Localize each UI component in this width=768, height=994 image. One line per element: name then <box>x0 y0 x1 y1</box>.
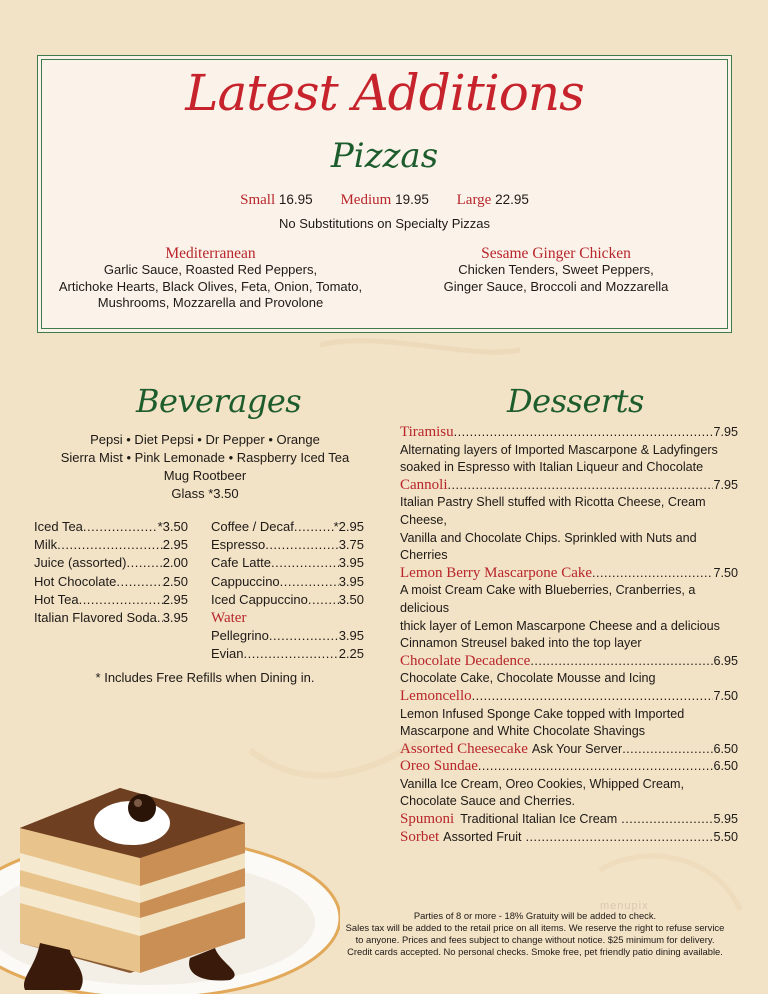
dessert-desc-line: Lemon Infused Sponge Cake topped with Imported <box>400 706 685 721</box>
dessert-cheesecake: Assorted Cheesecake Ask Your Server ..... 6.50 <box>400 741 738 759</box>
pizza-sesame-ginger-chicken <box>398 245 714 295</box>
pizza-desc-line: Ginger Sauce, Broccoli and Mozzarella <box>443 278 669 294</box>
menu-item: Italian Flavored Soda ..... 3.95 <box>34 609 188 627</box>
dessert-desc-line: Vanilla Ice Cream, Oreo Cookies, Whipped Cream, <box>400 776 684 791</box>
dessert-lemoncello: Lemoncello ..... 7.50 Lemon Infused Sponge Cake topped with Imported Mascarpone and White Chocolate Shavings <box>400 688 738 741</box>
pizza-desc-line: Artichoke Hearts, Black Olives, Feta, Onion, Tomato, <box>58 278 363 294</box>
tiramisu-image <box>0 768 340 994</box>
beverages-heading: Beverages <box>136 382 302 420</box>
pizza-name: Mediterranean <box>165 245 256 262</box>
pizza-mediterranean <box>38 245 383 312</box>
dessert-desc-line: Mascarpone and White Chocolate Shavings <box>400 724 646 739</box>
footer-line: to anyone. Prices and fees subject to change without notice. $25 minimum for delivery. <box>355 934 715 945</box>
soda-line: Mug Rootbeer <box>163 468 247 483</box>
dessert-desc-line: Cinnamon Streusel baked into the top layer <box>400 636 642 651</box>
dessert-cannoli: Cannoli ..... 7.95 Italian Pastry Shell stuffed with Ricotta Cheese, Cream Cheese, Vanilla and Chocolate Chips. Sprinkled with Nuts and Cherries <box>400 477 738 565</box>
dessert-desc-line: A moist Cream Cake with Blueberries, Cranberries, a delicious <box>400 583 696 615</box>
beverage-column-2 <box>211 518 364 663</box>
footer-line: Sales tax will be added to the retail price on all items. We reserve the right to refuse service <box>345 922 725 933</box>
page-title: Latest Additions <box>185 64 584 122</box>
dessert-desc-line: Italian Pastry Shell stuffed with Ricotta Cheese, Cream Cheese, <box>400 495 706 527</box>
water-heading: Water <box>211 610 247 627</box>
watermark: menupix <box>600 900 649 912</box>
desserts-list <box>400 424 738 846</box>
soda-line: Glass *3.50 <box>171 486 239 501</box>
beverage-column-1 <box>34 518 188 627</box>
desserts-heading: Desserts <box>507 382 644 420</box>
menu-item: Hot Tea ..... 2.95 <box>34 591 188 609</box>
menu-item: Juice (assorted) ..... 2.00 <box>34 554 188 572</box>
pizza-desc-line: Garlic Sauce, Roasted Red Peppers, <box>103 262 318 277</box>
dessert-desc-line: Chocolate Sauce and Cherries. <box>400 794 576 809</box>
menu-item: Iced Cappuccino ..... 3.50 <box>211 591 364 609</box>
pizza-desc-line: Mushrooms, Mozzarella and Provolone <box>97 295 324 310</box>
pizza-desc-line: Chicken Tenders, Sweet Peppers, <box>458 262 654 277</box>
pizza-sizes <box>38 192 731 209</box>
dessert-lemon-berry: Lemon Berry Mascarpone Cake ..... 7.50 A moist Cream Cake with Blueberries, Cranberries, a delicious thick layer of Lemon Mascarpone Cheese and a delicious Cinnamon Streusel baked into the top layer <box>400 565 738 653</box>
dessert-desc-line: soaked in Espresso with Italian Liqueur and Chocolate <box>400 460 704 475</box>
dessert-chocolate-decadence: Chocolate Decadence ..... 6.95 Chocolate Cake, Chocolate Mousse and Icing <box>400 653 738 688</box>
pizza-note: No Substitutions on Specialty Pizzas <box>279 216 490 231</box>
menu-item: Espresso ..... 3.75 <box>211 536 364 554</box>
soda-list <box>30 431 380 503</box>
menu-item: Milk ..... 2.95 <box>34 536 188 554</box>
menu-item: Cafe Latte ..... 3.95 <box>211 554 364 572</box>
refills-note: * Includes Free Refills when Dining in. <box>95 670 315 685</box>
menu-item: Cappuccino ..... 3.95 <box>211 573 364 591</box>
dessert-spumoni: Spumoni Traditional Italian Ice Cream ..... 5.95 <box>400 811 738 829</box>
footer-line: Credit cards accepted. No personal checks. Smoke free, pet friendly patio dining available. <box>347 946 723 957</box>
menu-item: Pellegrino ..... 3.95 <box>211 627 364 645</box>
dessert-sorbet: Sorbet Assorted Fruit ..... 5.50 <box>400 829 738 847</box>
size-large: Large 22.95 <box>456 192 529 208</box>
menu-item: Hot Chocolate ..... 2.50 <box>34 573 188 591</box>
footer-line: Parties of 8 or more - 18% Gratuity will be added to check. <box>413 910 657 921</box>
pizza-name: Sesame Ginger Chicken <box>481 245 631 262</box>
menu-item: Coffee / Decaf ..... *2.95 <box>211 518 364 536</box>
soda-line: Sierra Mist • Pink Lemonade • Raspberry Iced Tea <box>60 450 350 465</box>
menu-item: Evian ..... 2.25 <box>211 645 364 663</box>
dessert-desc-line: Vanilla and Chocolate Chips. Sprinkled with Nuts and Cherries <box>400 530 697 563</box>
footer-policy <box>335 910 735 958</box>
dessert-desc-line: Alternating layers of Imported Mascarpone & Ladyfingers <box>400 442 718 457</box>
soda-line: Pepsi • Diet Pepsi • Dr Pepper • Orange <box>90 432 320 447</box>
size-medium: Medium 19.95 <box>340 192 429 208</box>
dessert-tiramisu: Tiramisu ..... 7.95 Alternating layers of Imported Mascarpone & Ladyfingers soaked in Espresso with Italian Liqueur and Chocolate <box>400 424 738 477</box>
size-small: Small 16.95 <box>240 192 313 208</box>
pizzas-heading: Pizzas <box>330 136 439 176</box>
menu-item: Iced Tea ..... *3.50 <box>34 518 188 536</box>
dessert-desc-line: thick layer of Lemon Mascarpone Cheese and a delicious <box>400 618 720 633</box>
latest-additions-panel <box>37 55 732 333</box>
dessert-oreo-sundae: Oreo Sundae ..... 6.50 Vanilla Ice Cream, Oreo Cookies, Whipped Cream, Chocolate Sauce and Cherries. <box>400 758 738 811</box>
dessert-desc-line: Chocolate Cake, Chocolate Mousse and Icing <box>400 671 656 686</box>
